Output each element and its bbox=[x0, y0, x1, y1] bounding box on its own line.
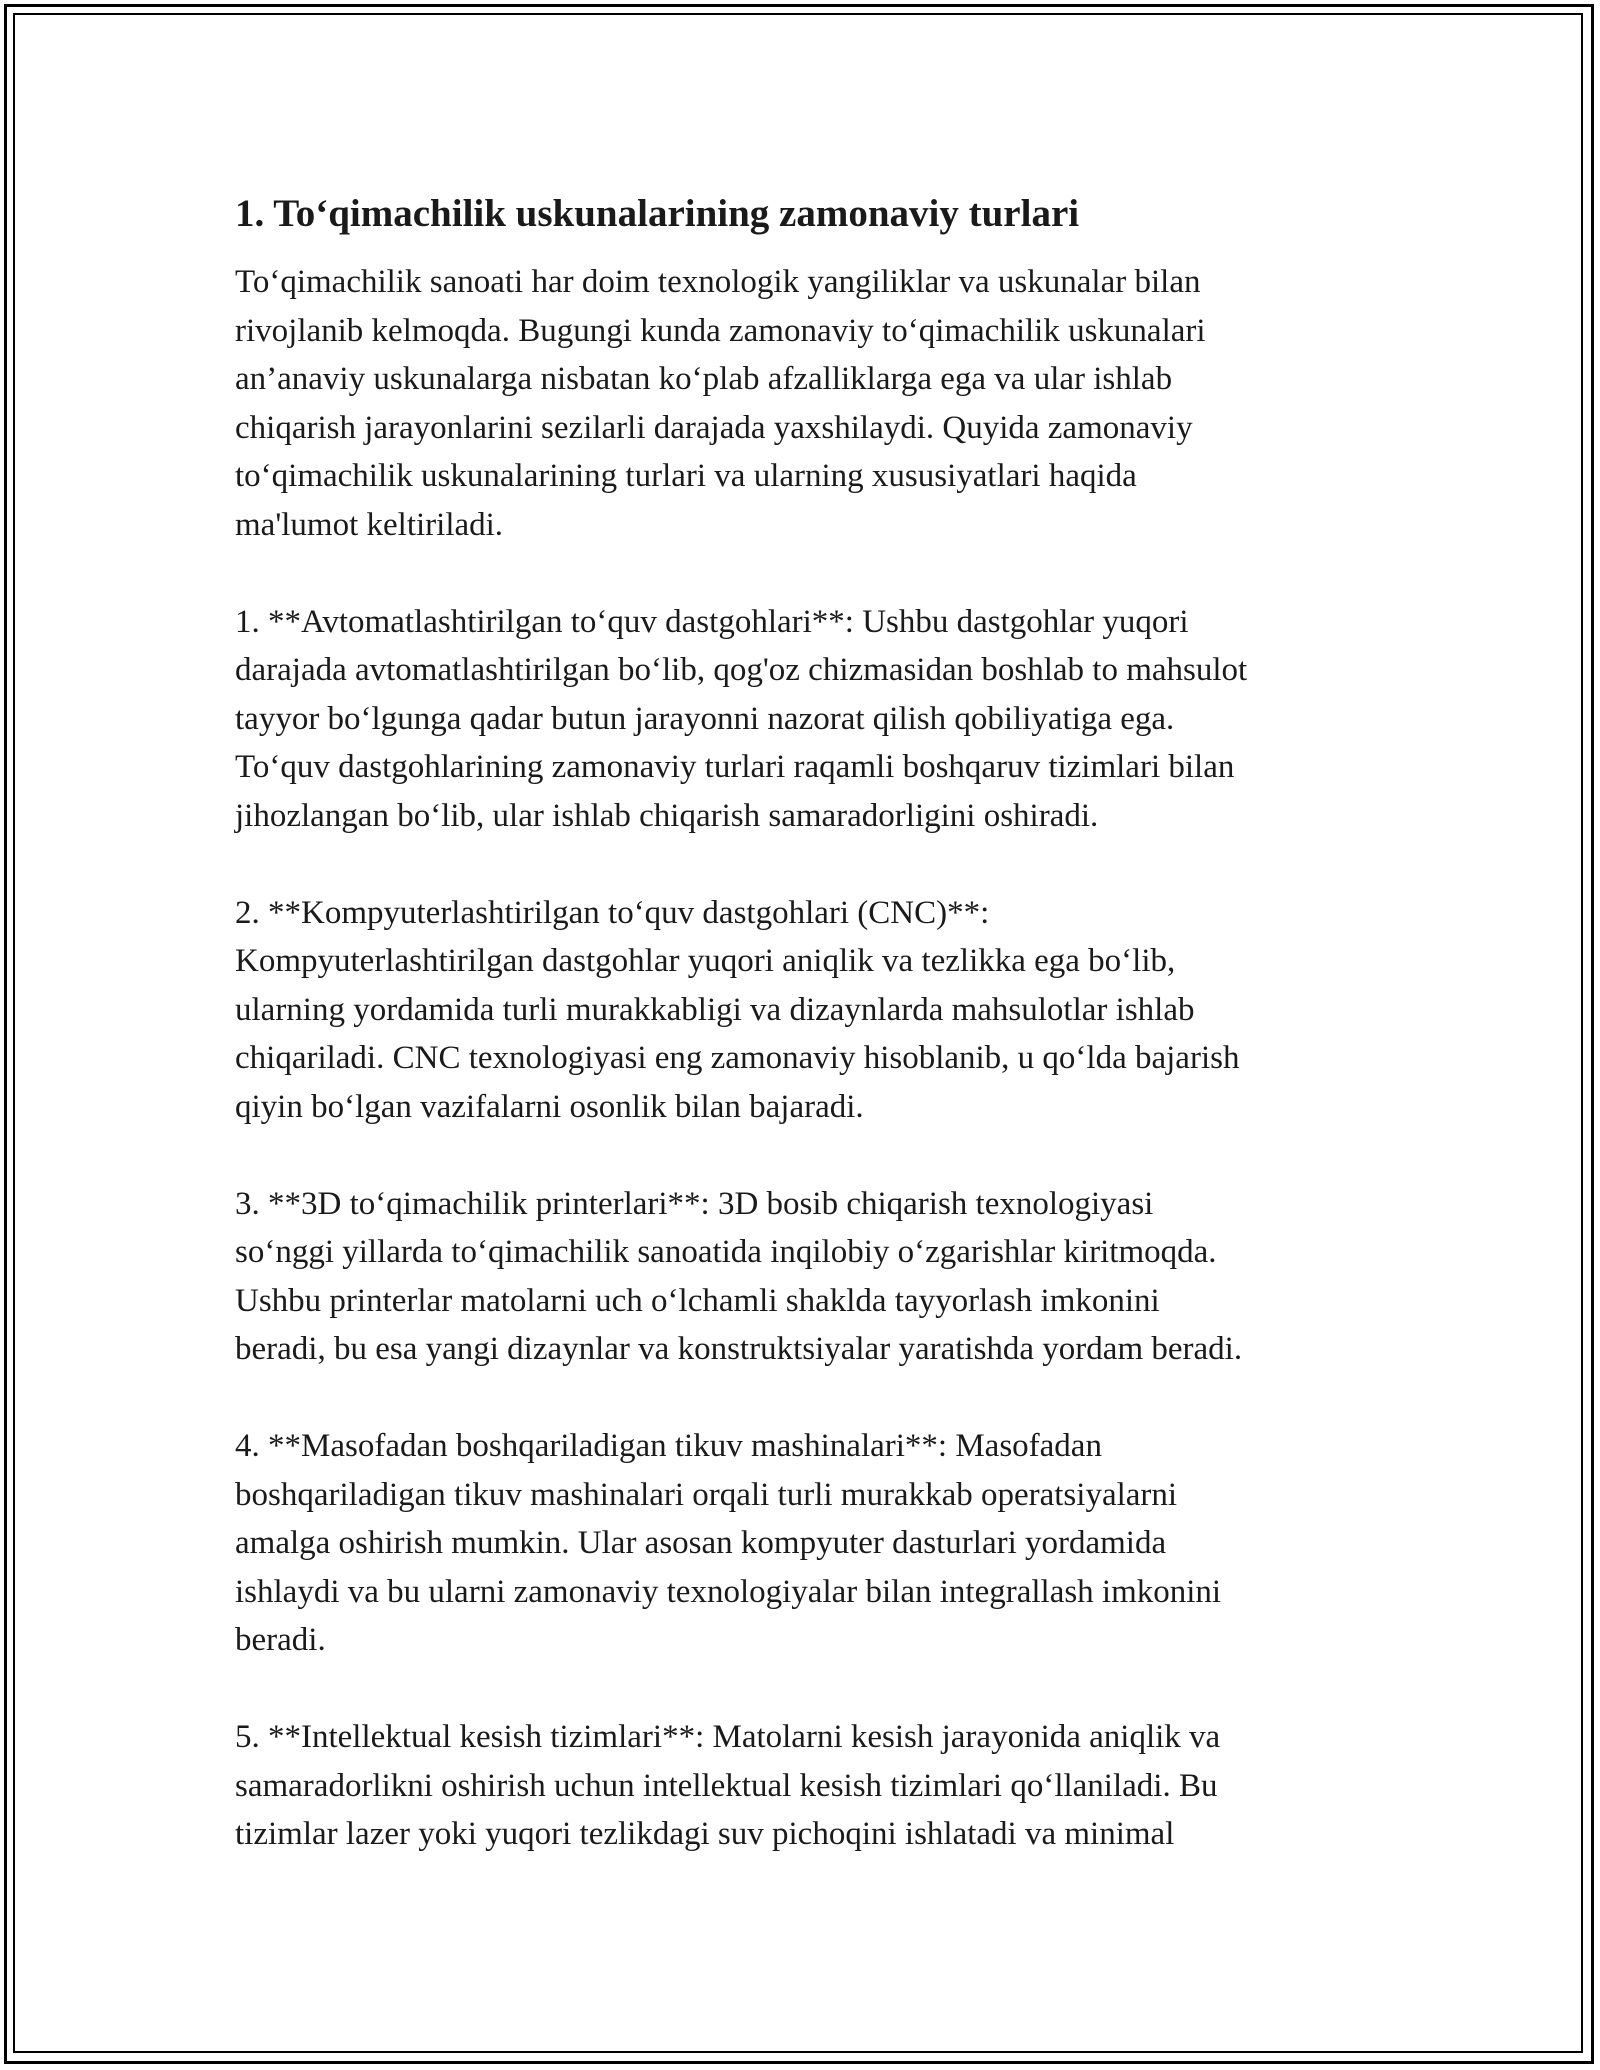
paragraph-line: rivojlanib kelmoqda. Bugungi kunda zamonaviy to‘qimachilik uskunalari bbox=[235, 312, 1206, 349]
paragraph-line: an’anaviy uskunalarga nisbatan ko‘plab afzalliklarga ega va ular ishlab bbox=[235, 361, 1173, 397]
list-item-3d-printers bbox=[235, 1180, 1370, 1374]
paragraph-line: beradi, bu esa yangi dizaynlar va konstruktsiyalar yaratishda yordam beradi. bbox=[235, 1331, 1243, 1367]
paragraph-line: chiqariladi. CNC texnologiyasi eng zamonaviy hisoblanib, u qo‘lda bajarish bbox=[235, 1040, 1240, 1076]
paragraph-line: chiqarish jarayonlarini sezilarli darajada yaxshilaydi. Quyida zamonaviy bbox=[235, 409, 1193, 446]
paragraph-line: samaradorlikni oshirish uchun intellektual kesish tizimlari qo‘llaniladi. Bu bbox=[235, 1767, 1218, 1804]
paragraph-line: amalga oshirish mumkin. Ular asosan kompyuter dasturlari yordamida bbox=[235, 1525, 1167, 1561]
intro-paragraph bbox=[235, 258, 1370, 549]
paragraph-line: 3. **3D to‘qimachilik printerlari**: 3D bosib chiqarish texnologiyasi bbox=[235, 1185, 1154, 1222]
paragraph-line: ma'lumot keltiriladi. bbox=[235, 506, 504, 543]
paragraph-line: 4. **Masofadan boshqariladigan tikuv mashinalari**: Masofadan bbox=[235, 1428, 1102, 1464]
paragraph-line: boshqariladigan tikuv mashinalari orqali turli murakkab operatsiyalarni bbox=[235, 1476, 1178, 1513]
paragraph-line: so‘nggi yillarda to‘qimachilik sanoatida inqilobiy o‘zgarishlar kiritmoqda. bbox=[235, 1234, 1217, 1270]
paragraph-line: ularning yordamida turli murakkabligi va dizaynlarda mahsulotlar ishlab bbox=[235, 991, 1195, 1028]
paragraph-line: darajada avtomatlashtirilgan bo‘lib, qog'oz chizmasidan boshlab to mahsulot bbox=[235, 652, 1248, 688]
paragraph-line: ishlaydi va bu ularni zamonaviy texnologiyalar bilan integrallash imkonini bbox=[235, 1573, 1222, 1610]
list-item-automated-looms bbox=[235, 598, 1370, 841]
paragraph-line: 5. **Intellektual kesish tizimlari**: Matolarni kesish jarayonida aniqlik va bbox=[235, 1719, 1221, 1755]
paragraph-line: tayyor bo‘lgunga qadar butun jarayonni nazorat qilish qobiliyatiga ega. bbox=[235, 700, 1175, 737]
paragraph-line: beradi. bbox=[235, 1622, 326, 1658]
paragraph-line: 2. **Kompyuterlashtirilgan to‘quv dastgohlari (CNC)**: bbox=[235, 894, 990, 931]
list-item-cutting-systems bbox=[235, 1713, 1370, 1859]
paragraph-line: Ushbu printerlar matolarni uch o‘lchamli shaklda tayyorlash imkonini bbox=[235, 1282, 1160, 1319]
paragraph-line: tizimlar lazer yoki yuqori tezlikdagi suv pichoqini ishlatadi va minimal bbox=[235, 1816, 1175, 1852]
paragraph-line: jihozlangan bo‘lib, ular ishlab chiqarish samaradorligini oshiradi. bbox=[235, 797, 1099, 834]
section-heading: 1. To‘qimachilik uskunalarining zamonaviy turlari bbox=[235, 192, 1080, 235]
list-item-cnc-looms bbox=[235, 889, 1370, 1132]
paragraph-line: qiyin bo‘lgan vazifalarni osonlik bilan bajaradi. bbox=[235, 1088, 864, 1125]
paragraph-line: to‘qimachilik uskunalarining turlari va ularning xususiyatlari haqida bbox=[235, 458, 1137, 494]
paragraph-line: To‘quv dastgohlarining zamonaviy turlari raqamli boshqaruv tizimlari bilan bbox=[235, 749, 1235, 785]
paragraph-line: 1. **Avtomatlashtirilgan to‘quv dastgohlari**: Ushbu dastgohlar yuqori bbox=[235, 603, 1189, 640]
paragraph-line: To‘qimachilik sanoati har doim texnologik yangiliklar va uskunalar bilan bbox=[235, 264, 1201, 300]
list-item-remote-sewing-machines bbox=[235, 1422, 1370, 1665]
document-body bbox=[235, 188, 1370, 1907]
paragraph-line: Kompyuterlashtirilgan dastgohlar yuqori aniqlik va tezlikka ega bo‘lib, bbox=[235, 943, 1176, 979]
